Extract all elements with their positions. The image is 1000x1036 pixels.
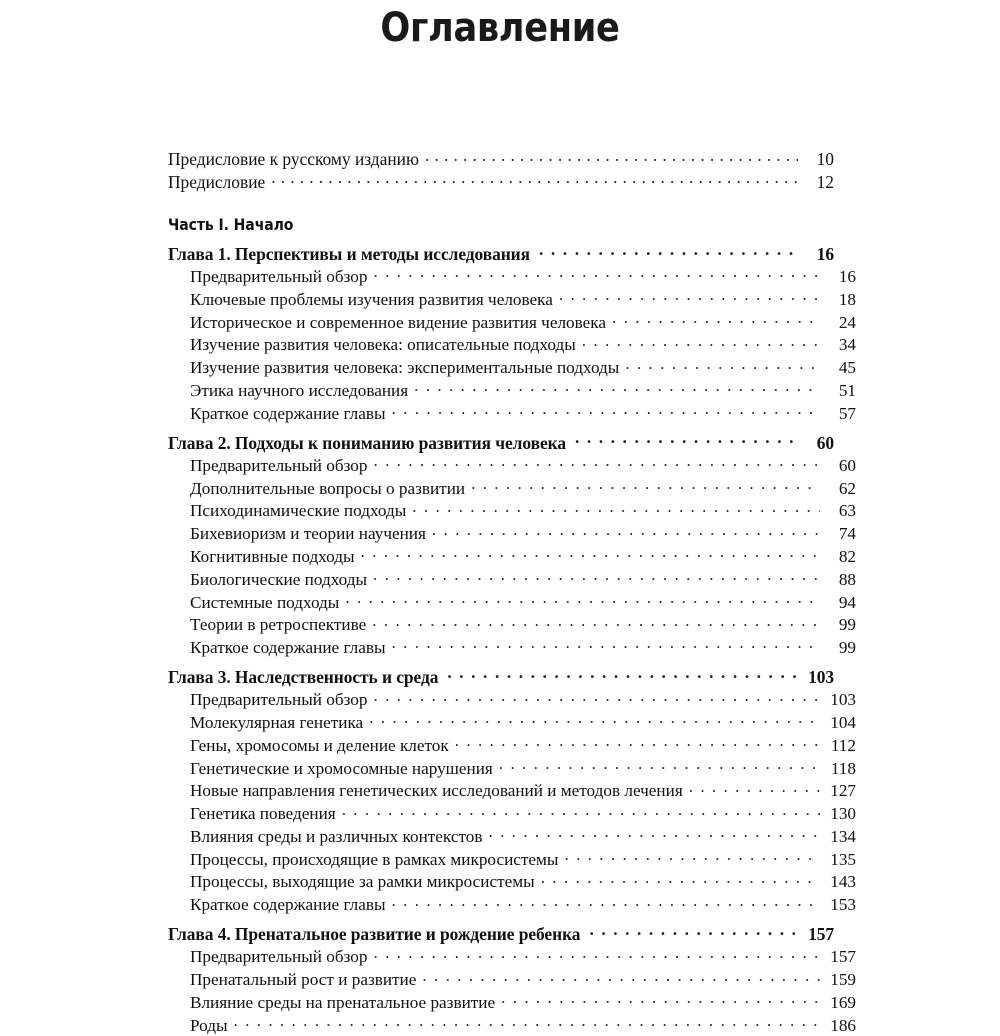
dot-leader: [342, 802, 820, 819]
section-page: 88: [838, 569, 856, 589]
dot-leader: [455, 734, 820, 751]
section-label: Бихевиоризм и теории научения: [190, 524, 426, 544]
section-page: 159: [830, 970, 856, 990]
section-page: 169: [830, 993, 856, 1012]
section-page: 186: [830, 1015, 856, 1035]
toc-entry-section[interactable]: [190, 568, 856, 591]
section-label: Психодинамические подходы: [190, 501, 407, 521]
spacer: [168, 659, 834, 666]
dot-leader: [564, 848, 820, 865]
section-label: Генетические и хромосомные нарушения: [190, 758, 493, 778]
dot-leader: [373, 568, 820, 585]
chapter-page: 157: [808, 924, 834, 945]
section-label: Ключевые проблемы изучения развития человека: [190, 289, 553, 309]
spacer: [168, 192, 834, 215]
dot-leader: [361, 545, 820, 562]
section-page: 82: [838, 546, 856, 566]
toc-entry-section[interactable]: [190, 945, 856, 968]
section-label: Влияние среды на пренатальное развитие: [190, 993, 496, 1012]
toc-entry-section[interactable]: [190, 476, 856, 499]
dot-leader: [625, 356, 820, 373]
section-page: 63: [838, 501, 856, 521]
section-label: Дополнительные вопросы о развитии: [190, 478, 466, 498]
section-page: 104: [830, 713, 856, 733]
toc-entry-section[interactable]: [190, 333, 856, 356]
section-label: Краткое содержание главы: [190, 895, 386, 915]
toc-entry-section[interactable]: [190, 265, 856, 288]
toc-entry-section[interactable]: [190, 848, 856, 871]
dot-leader: [392, 893, 820, 910]
toc-entry-section[interactable]: [190, 545, 856, 568]
spacer: [168, 424, 834, 431]
section-page: 34: [838, 335, 856, 355]
section-page: 60: [838, 455, 856, 475]
dot-leader: [541, 870, 820, 887]
dot-leader: [392, 636, 820, 653]
dot-leader: [414, 379, 820, 396]
section-page: 62: [838, 478, 856, 498]
toc-entry-section[interactable]: [190, 613, 856, 636]
dot-leader: [234, 1014, 820, 1031]
section-page: 99: [838, 615, 856, 635]
section-label: Роды: [190, 1015, 228, 1035]
dot-leader: [488, 825, 820, 842]
section-page: 130: [830, 804, 856, 824]
section-label: Предварительный обзор: [190, 690, 368, 710]
toc-entry-section[interactable]: [190, 779, 856, 802]
toc-entry-section[interactable]: [190, 310, 856, 333]
section-label: Историческое и современное видение развития человека: [190, 312, 606, 332]
section-label: Когнитивные подходы: [190, 546, 355, 566]
dot-leader: [345, 590, 820, 607]
dot-leader: [471, 476, 820, 493]
section-label: Влияния среды и различных контекстов: [190, 826, 483, 846]
toc-entry-section[interactable]: [190, 991, 856, 1014]
section-page: 135: [830, 849, 856, 869]
section-label: Пренатальный рост и развитие: [190, 970, 417, 990]
section-label: Процессы, происходящие в рамках микросистемы: [190, 849, 559, 869]
toc-entry-section[interactable]: [190, 499, 856, 522]
section-page: 16: [838, 266, 856, 286]
section-page: 134: [830, 826, 856, 846]
toc-entry-chapter[interactable]: [168, 242, 834, 264]
section-label: Биологические подходы: [190, 569, 368, 589]
section-label: Теории в ретроспективе: [190, 615, 367, 635]
toc-entry-section[interactable]: [190, 711, 856, 734]
chapter-title: Глава 2. Подходы к пониманию развития человека: [168, 432, 566, 453]
dot-leader: [575, 431, 798, 448]
toc-entry-chapter[interactable]: [168, 923, 834, 945]
toc-entry-section[interactable]: [190, 756, 856, 779]
section-label: Генетика поведения: [190, 804, 336, 824]
toc-entry-section[interactable]: [190, 802, 856, 825]
toc-entry-section[interactable]: [190, 825, 856, 848]
dot-leader: [447, 666, 798, 683]
section-label: Предварительный обзор: [190, 455, 368, 475]
front-matter-page: 12: [816, 171, 834, 192]
section-page: 112: [830, 735, 856, 755]
section-page: 51: [838, 380, 856, 400]
section-label: Процессы, выходящие за рамки микросистемы: [190, 872, 535, 892]
front-matter-page: 10: [816, 149, 834, 170]
dot-leader: [589, 923, 798, 940]
chapter-title: Глава 3. Наследственность и среда: [168, 667, 439, 688]
section-page: 157: [830, 947, 856, 967]
section-page: 45: [838, 358, 856, 378]
toc-list: [168, 148, 856, 1036]
chapter-page: 60: [816, 432, 834, 453]
toc-entry-section[interactable]: [190, 870, 856, 893]
toc-entry-front-matter[interactable]: [168, 148, 834, 170]
chapter-title: Глава 1. Перспективы и методы исследования: [168, 243, 531, 264]
section-label: Изучение развития человека: описательные подходы: [190, 335, 576, 355]
toc-entry-section[interactable]: [190, 636, 856, 659]
dot-leader: [369, 711, 820, 728]
dot-leader: [499, 756, 820, 773]
toc-entry-section[interactable]: [190, 1014, 856, 1036]
dot-leader: [373, 688, 820, 705]
toc-entry-chapter[interactable]: [168, 666, 834, 688]
section-label: Этика научного исследования: [190, 380, 409, 400]
front-matter-label: Предисловие к русскому изданию: [168, 149, 419, 170]
dot-leader: [425, 148, 798, 165]
chapter-page: 103: [808, 667, 834, 688]
toc-entry-section[interactable]: [190, 968, 856, 991]
dot-leader: [412, 499, 820, 516]
chapter-title: Глава 4. Пренатальное развитие и рождение ребенка: [168, 924, 581, 945]
spacer: [168, 235, 834, 242]
toc-entry-front-matter[interactable]: [168, 170, 834, 192]
section-page: 57: [838, 403, 856, 423]
section-label: Гены, хромосомы и деление клеток: [190, 735, 449, 755]
dot-leader: [582, 333, 820, 350]
dot-leader: [372, 613, 820, 630]
dot-leader: [271, 170, 798, 187]
front-matter-label: Предисловие: [168, 171, 266, 192]
section-page: 127: [830, 781, 856, 801]
section-page: 24: [838, 312, 856, 332]
dot-leader: [559, 288, 820, 305]
section-page: 18: [838, 289, 856, 309]
section-page: 74: [838, 524, 856, 544]
dot-leader: [373, 454, 820, 471]
toc-entry-chapter[interactable]: [168, 431, 834, 453]
dot-leader: [373, 945, 820, 962]
dot-leader: [373, 265, 820, 282]
toc-entry-section[interactable]: [190, 590, 856, 613]
section-label: Системные подходы: [190, 592, 340, 612]
spacer: [168, 916, 834, 923]
section-page: 118: [830, 758, 856, 778]
dot-leader: [612, 310, 820, 327]
toc-entry-section[interactable]: [190, 688, 856, 711]
toc-entry-section[interactable]: [190, 401, 856, 424]
dot-leader: [432, 522, 820, 539]
section-page: 103: [830, 690, 856, 710]
chapter-page: 16: [816, 243, 834, 264]
section-page: 153: [830, 895, 856, 915]
toc-entry-section[interactable]: [190, 356, 856, 379]
toc-entry-section[interactable]: [190, 454, 856, 477]
toc-entry-section[interactable]: [190, 522, 856, 545]
toc-entry-section[interactable]: [190, 288, 856, 311]
dot-leader: [392, 401, 820, 418]
dot-leader: [501, 991, 820, 1008]
section-label: Новые направления генетических исследований и методов лечения: [190, 781, 683, 801]
section-page: 94: [838, 592, 856, 612]
section-label: Предварительный обзор: [190, 947, 368, 967]
section-label: Молекулярная генетика: [190, 713, 364, 733]
toc-entry-section[interactable]: [190, 379, 856, 402]
section-page: 143: [830, 872, 856, 892]
dot-leader: [422, 968, 820, 985]
section-page: 99: [838, 638, 856, 658]
section-label: Краткое содержание главы: [190, 403, 386, 423]
toc-entry-section[interactable]: [190, 734, 856, 757]
toc-entry-section[interactable]: [190, 893, 856, 916]
dot-leader: [689, 779, 820, 796]
dot-leader: [539, 242, 798, 259]
page-title: Оглавление: [380, 5, 620, 51]
section-label: Краткое содержание главы: [190, 638, 386, 658]
part-heading: Часть I. Начало: [168, 216, 294, 235]
section-label: Изучение развития человека: экспериментальные подходы: [190, 358, 620, 378]
section-label: Предварительный обзор: [190, 266, 368, 286]
